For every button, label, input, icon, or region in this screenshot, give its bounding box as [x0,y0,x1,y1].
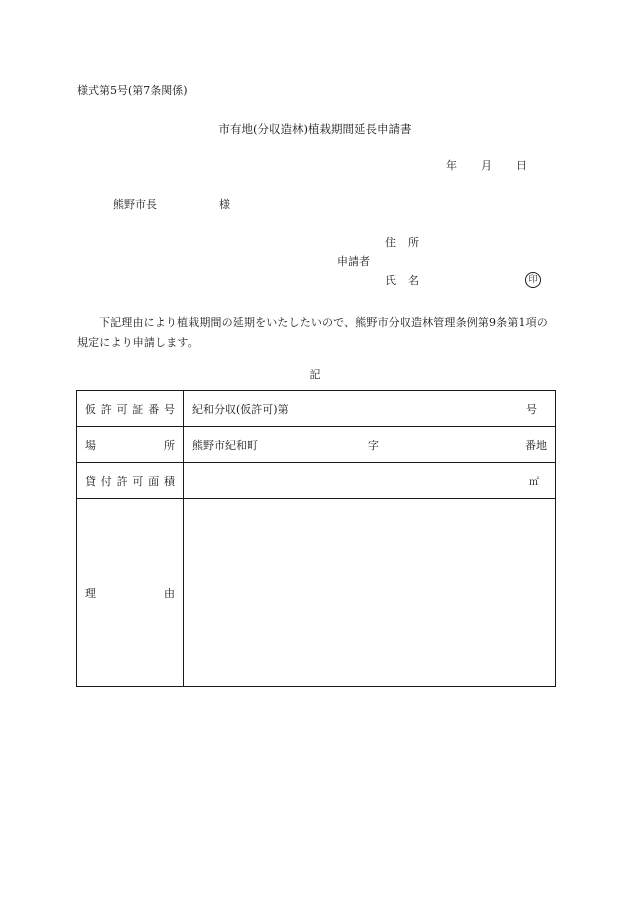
permit-number-field[interactable] [184,391,556,427]
addressee-honorific: 様 [219,198,230,211]
label-char: 可 [116,402,128,416]
reason-field[interactable] [184,499,556,687]
ki-heading: 記 [309,368,321,381]
label-char: 仮 [85,402,96,416]
label-char: 場 [85,438,96,452]
location-label [85,437,175,453]
label-char: 号 [163,402,175,416]
location-suffix: 番地 [525,438,547,452]
location-aza: 字 [368,438,379,452]
date-year-label: 年 [446,159,457,172]
form-number: 様式第5号(第7条関係) [77,84,188,97]
area-label-cell [77,463,184,499]
reason-row [77,499,556,687]
document-title: 市有地(分収造林)植栽期間延長申請書 [218,122,412,136]
application-table [76,390,556,687]
location-prefix: 熊野市紀和町 [192,438,258,452]
name-label: 氏名 [385,274,431,287]
reason-label [85,585,175,601]
label-char: 許 [100,402,112,416]
label-char: 貸 [85,474,96,488]
date-day-label: 日 [516,159,527,172]
area-field[interactable] [184,463,556,499]
address-label: 住所 [385,236,431,249]
label-char: 由 [164,586,175,600]
label-char: 積 [163,474,175,488]
location-field[interactable] [184,427,556,463]
label-char: 可 [132,474,144,488]
permit-number-suffix: 号 [526,402,537,416]
area-label [85,473,175,489]
seal-mark: 印 [525,272,541,288]
application-statement: 下記理由により植栽期間の延期をいたしたいので、熊野市分収造林管理条例第9条第1項の規定により申請します。 [77,316,548,349]
area-row [77,463,556,499]
label-char: 許 [116,474,128,488]
label-char: 番 [148,402,160,416]
permit-number-row [77,391,556,427]
location-label-cell [77,427,184,463]
label-char: 理 [85,586,96,600]
permit-number-prefix: 紀和分収(仮許可)第 [192,402,289,416]
permit-number-label [85,401,175,417]
applicant-label: 申請者 [337,255,370,268]
location-row [77,427,556,463]
addressee-name: 熊野市長 [113,198,157,211]
label-char: 付 [100,474,112,488]
label-char: 面 [148,474,160,488]
label-char: 所 [164,438,175,452]
date-month-label: 月 [481,159,492,172]
label-char: 証 [132,402,144,416]
area-unit: ㎡ [529,477,539,488]
reason-label-cell [77,499,184,687]
permit-number-label-cell [77,391,184,427]
